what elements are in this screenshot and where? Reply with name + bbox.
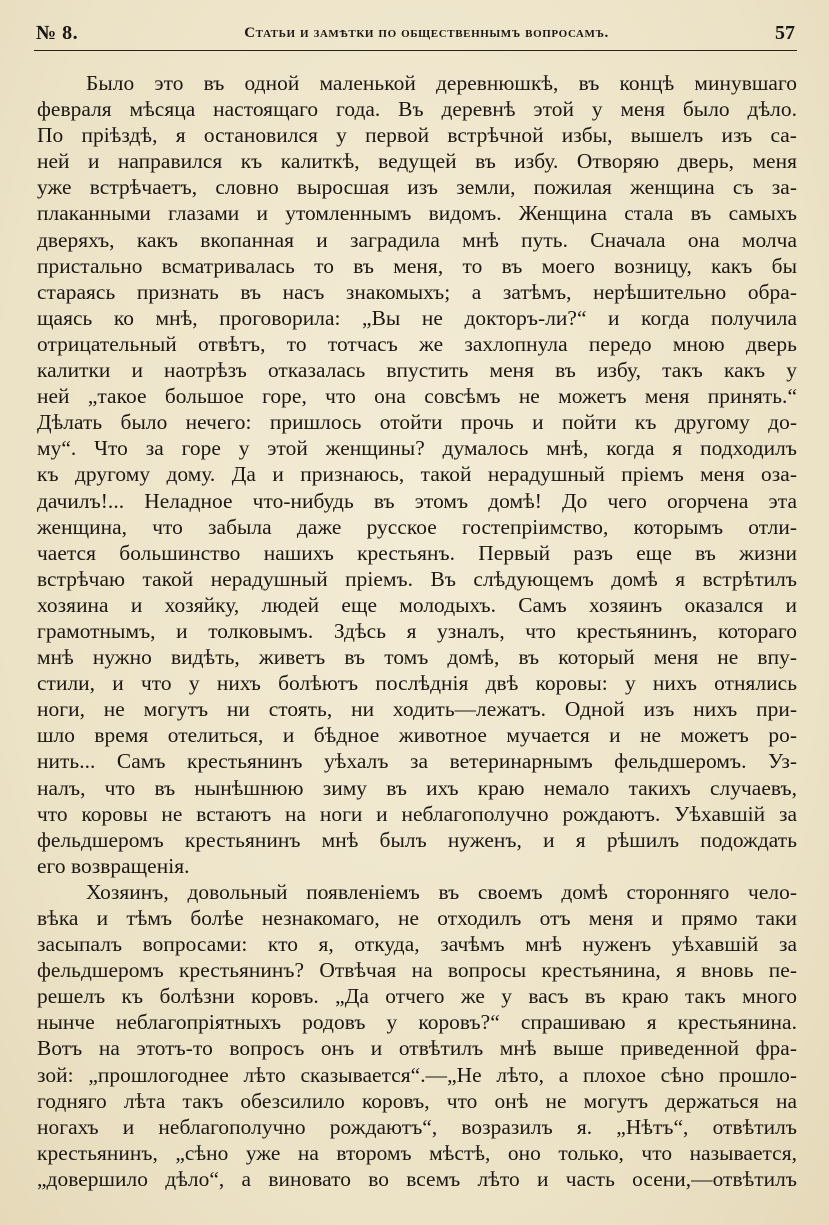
text-line: калитки и наотрѣзъ отказалась впустить меня въ избу, такъ какъ у [37,358,797,383]
text-line: ноги, не могутъ ни стоять, ни ходить—лежатъ. Одной изъ нихъ при- [37,697,797,722]
text-line: женщина, что забыла даже русское гостепріимство, которымъ отли- [37,514,797,539]
text-line: грамотнымъ, и толковымъ. Здѣсь я узналъ, что крестьянинъ, котораго [37,618,797,643]
text-line: чается большинство нашихъ крестьянъ. Первый разъ еще въ жизни [37,540,797,565]
text-line: фельдшеромъ крестьянинъ мнѣ былъ нуженъ, и я рѣшилъ подождать [37,827,797,852]
text-line: его возвращенія. [37,853,190,878]
text-line: февраля мѣсяца настоящаго года. Въ деревнѣ этой у меня было дѣло. [37,97,797,122]
text-line: засыпалъ вопросами: кто я, откуда, зачѣмъ мнѣ нуженъ уѣхавшій за [37,932,797,957]
page-number: 57 [774,21,795,44]
text-line: мнѣ нужно видѣть, живетъ въ томъ домѣ, въ который меня не впу- [37,645,797,670]
text-line: отрицательный отвѣтъ, то тотчасъ же захлопнула передо мною дверь [37,331,797,356]
text-line: вѣка и тѣмъ болѣе незнакомаго, не отходилъ отъ меня и прямо таки [37,906,797,930]
text-line: налъ, что въ нынѣшнюю зиму въ ихъ краю немало такихъ случаевъ, [37,775,797,800]
text-line: Хозяинъ, довольный появленіемъ въ своемъ домѣ сторонняго чело- [86,879,797,904]
text-line: годняго лѣта такъ обезсилило коровъ, что онѣ не могутъ держаться на [37,1088,797,1113]
text-line: Дѣлать было нечего: пришлось отойти прочь и пойти къ другому до- [37,410,797,435]
text-line: ней и направился къ калиткѣ, ведущей въ избу. Отворяю дверь, меня [37,149,797,174]
text-line: шло время отелиться, и бѣдное животное мучается и не можетъ ро- [37,723,797,748]
text-line: нынче неблагопріятныхъ родовъ у коровъ?“ спрашиваю я крестьянина. [37,1010,797,1035]
text-line: Было это въ одной маленькой деревнюшкѣ, въ концѣ минувшаго [86,71,797,95]
text-line: къ другому дому. Да и признаюсь, такой нерадушный пріемъ меня оза- [37,462,797,487]
text-line: По пріѣздѣ, я остановился у первой встрѣчной избы, вышелъ изъ са- [37,123,797,148]
text-line: что коровы не встаютъ на ноги и неблагополучно рождаютъ. Уѣхавшій за [37,801,797,826]
article-text [37,70,797,1192]
text-line: Вотъ на этотъ-то вопросъ онъ и отвѣтилъ мнѣ выше приведенной фра- [37,1036,797,1061]
text-line: уже встрѣчаетъ, словно выросшая изъ земли, пожилая женщина съ за- [37,175,797,200]
header-rule [34,50,797,51]
text-line: хозяина и хозяйку, людей еще молодыхъ. Самъ хозяинъ оказался и [37,592,797,617]
text-line: ней „такое большое горе, что она совсѣмъ не можетъ меня принять.“ [37,384,797,409]
text-line: решелъ къ болѣзни коровъ. „Да отчего же у васъ въ краю такъ много [37,984,797,1009]
text-line: ногахъ и неблагополучно рождаютъ“, возразилъ я. „Нѣтъ“, отвѣтилъ [37,1114,797,1139]
text-line: дачилъ!... Неладное что-нибудь въ этомъ домѣ! До чего огорчена эта [37,488,797,513]
text-line: нить... Самъ крестьянинъ уѣхалъ за ветеринарнымъ фельдшеромъ. Уз- [37,749,797,774]
text-line: фельдшеромъ крестьянинъ? Отвѣчая на вопросы крестьянина, я вновь пе- [37,958,797,983]
issue-number: № 8. [36,21,79,44]
text-line: „довершило дѣло“, а виновато во всемъ лѣто и часть осени,—отвѣтилъ [37,1166,797,1191]
text-line: стараясь признать въ насъ знакомыхъ; а затѣмъ, нерѣшительно обра- [37,279,797,304]
text-line: му“. Что за горе у этой женщины? думалось мнѣ, когда я подходилъ [37,436,797,461]
text-line: дверяхъ, какъ вкопанная и заградила мнѣ путь. Сначала она молча [37,227,797,252]
text-line: зой: „прошлогоднее лѣто сказывается“.—„Не лѣто, а плохое сѣно прошло- [37,1062,797,1087]
text-line: стили, и что у нихъ болѣютъ послѣднія двѣ коровы: у нихъ отнялись [37,671,797,696]
running-header [36,18,795,48]
text-line: пристально всматривалась то въ меня, то въ моего возницу, какъ бы [37,253,797,278]
text-line: плаканными глазами и утомленнымъ видомъ. Женщина стала въ самыхъ [37,201,797,226]
section-title: Статьи и замѣтки по общественнымъ вопросамъ. [244,24,609,41]
text-line: крестьянинъ, „сѣно уже на второмъ мѣстѣ, оно только, что называется, [37,1140,797,1165]
text-line: встрѣчаю такой нерадушный пріемъ. Въ слѣдующемъ домѣ я встрѣтилъ [37,566,797,591]
text-line: щаясь ко мнѣ, проговорила: „Вы не докторъ-ли?“ и когда получила [37,305,797,330]
